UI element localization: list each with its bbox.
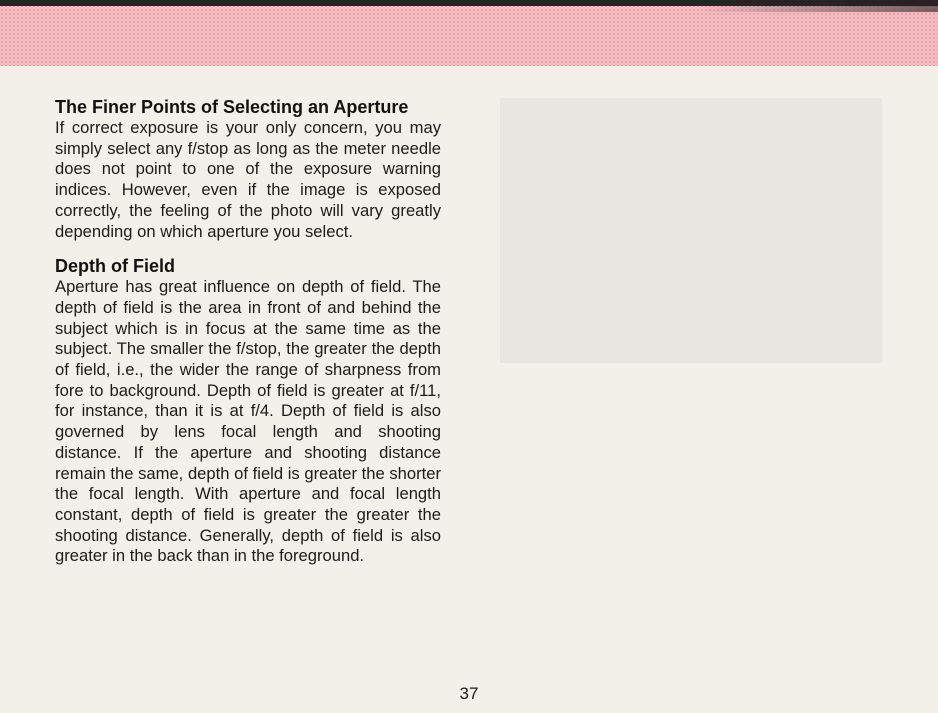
section-body: If correct exposure is your only concern, you may simply select any f/stop as long as the meter needle does not point to one of the exposure warning indices. However, even if the image is exposed correctly, the feeling of the photo will vary greatly depending on which aperture you select. <box>55 118 441 241</box>
text-column <box>55 97 441 567</box>
section-heading: The Finer Points of Selecting an Aperture <box>55 97 409 117</box>
section-body: Aperture has great influence on depth of field. The depth of field is the area in front of and behind the subject which is in focus at the same time as the subject. The smaller the f/stop, the greater the depth of field, i.e., the wider the range of sharpness from fore to background. Depth of field is greater at f/11, for instance, than it is at f/4. Depth of field is also governed by lens focal length and shooting distance. If the aperture and shooting distance remain the same, depth of field is greater the shorter the focal length. With aperture and focal length constant, depth of field is greater the greater the shooting distance. Generally, depth of field is also greater in the back than in the foreground. <box>55 277 441 566</box>
section-heading: Depth of Field <box>55 256 175 277</box>
page-number: 37 <box>459 684 479 703</box>
photo-area <box>500 98 882 363</box>
page-top-edge-shadow <box>700 0 938 12</box>
section-depth-of-field <box>55 256 441 567</box>
section-aperture <box>55 97 441 242</box>
